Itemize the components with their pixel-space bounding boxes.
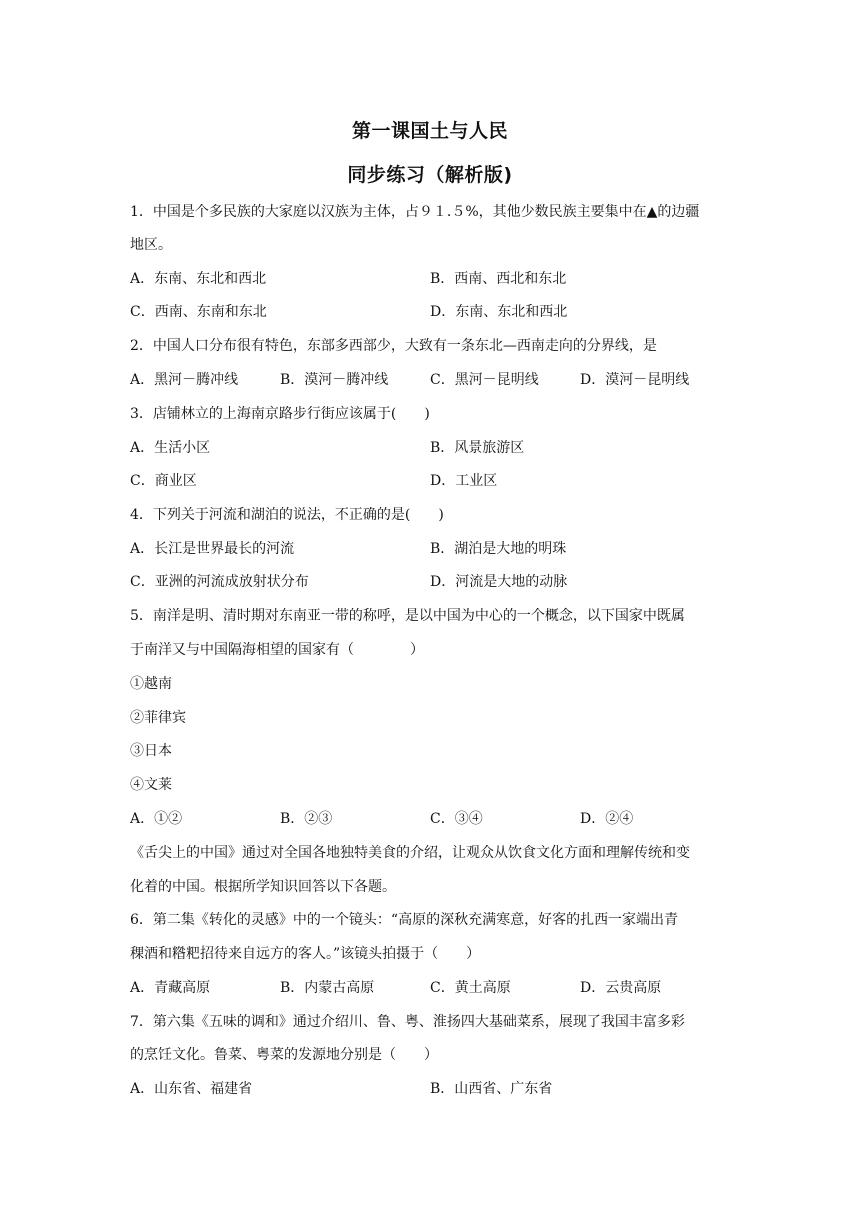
- q5-item-1: ①越南: [130, 676, 172, 692]
- q5-option-a: A．①②: [130, 811, 183, 827]
- q6-option-c: C．黄土高原: [430, 980, 511, 996]
- q3-option-c: C．商业区: [130, 473, 197, 489]
- q1-option-a: A．东南、东北和西北: [130, 271, 267, 287]
- q5-item-2: ②菲律宾: [130, 710, 186, 726]
- q2-option-b: B．漠河－腾冲线: [280, 372, 389, 388]
- q7-option-a: A．山东省、福建省: [130, 1081, 253, 1097]
- q4-stem: 4．下列关于河流和湖泊的说法，不正确的是( ): [130, 507, 444, 523]
- q7-option-b: B．山西省、广东省: [430, 1081, 553, 1097]
- intro-line1: 《舌尖上的中国》通过对全国各地独特美食的介绍，让观众从饮食文化方面和理解传统和变: [130, 845, 690, 861]
- q3-option-b: B．风景旅游区: [430, 440, 525, 456]
- q1-option-d: D．东南、东北和西北: [430, 304, 568, 320]
- q5-item-3: ③日本: [130, 743, 172, 759]
- q2-option-a: A．黑河－腾冲线: [130, 372, 239, 388]
- q1-option-c: C．西南、东南和东北: [130, 304, 267, 320]
- q7-stem-line2: 的烹饪文化。鲁菜、粤菜的发源地分别是（ ）: [130, 1047, 438, 1063]
- q1-stem-line2: 地区。: [130, 237, 172, 253]
- q5-option-d: D．②④: [580, 811, 634, 827]
- q2-option-d: D．漠河－昆明线: [580, 372, 690, 388]
- q7-stem-line1: 7．第六集《五味的调和》通过介绍川、鲁、粤、淮扬四大基础菜系，展现了我国丰富多彩: [130, 1014, 685, 1030]
- q1-stem-line1: 1．中国是个多民族的大家庭以汉族为主体，占９１.５%，其他少数民族主要集中在▲的边疆: [130, 204, 700, 220]
- q2-option-c: C．黑河－昆明线: [430, 372, 539, 388]
- q5-stem-line1: 5．南洋是明、清时期对东南亚一带的称呼，是以中国为中心的一个概念，以下国家中既属: [130, 608, 685, 624]
- q5-stem-line2: 于南洋又与中国隔海相望的国家有（ ）: [130, 642, 424, 658]
- q1-option-b: B．西南、西北和东北: [430, 271, 567, 287]
- q5-option-b: B．②③: [280, 811, 333, 827]
- q6-stem-line1: 6．第二集《转化的灵感》中的一个镜头：“高原的深秋充满寒意，好客的扎西一家端出青: [130, 912, 679, 928]
- q4-option-d: D．河流是大地的动脉: [430, 574, 568, 590]
- q4-option-a: A．长江是世界最长的河流: [130, 541, 295, 557]
- q6-option-a: A．青藏高原: [130, 980, 211, 996]
- q5-item-4: ④文莱: [130, 777, 172, 793]
- q4-option-c: C．亚洲的河流成放射状分布: [130, 574, 309, 590]
- q3-option-a: A．生活小区: [130, 440, 211, 456]
- q4-option-b: B．湖泊是大地的明珠: [430, 541, 567, 557]
- page-title: 第一课国土与人民: [351, 120, 508, 142]
- page-subtitle: 同步练习（解析版): [347, 164, 513, 186]
- q2-stem: 2．中国人口分布很有特色，东部多西部少，大致有一条东北—西南走向的分界线，是: [130, 338, 657, 354]
- q5-option-c: C．③④: [430, 811, 483, 827]
- q6-option-b: B．内蒙古高原: [280, 980, 375, 996]
- q6-stem-line2: 稞酒和糌粑招待来自远方的客人。”该镜头拍摄于（ ）: [130, 946, 481, 962]
- q3-stem: 3．店铺林立的上海南京路步行街应该属于( ): [130, 406, 430, 422]
- q3-option-d: D．工业区: [430, 473, 498, 489]
- q6-option-d: D．云贵高原: [580, 980, 662, 996]
- intro-line2: 化着的中国。根据所学知识回答以下各题。: [130, 879, 396, 895]
